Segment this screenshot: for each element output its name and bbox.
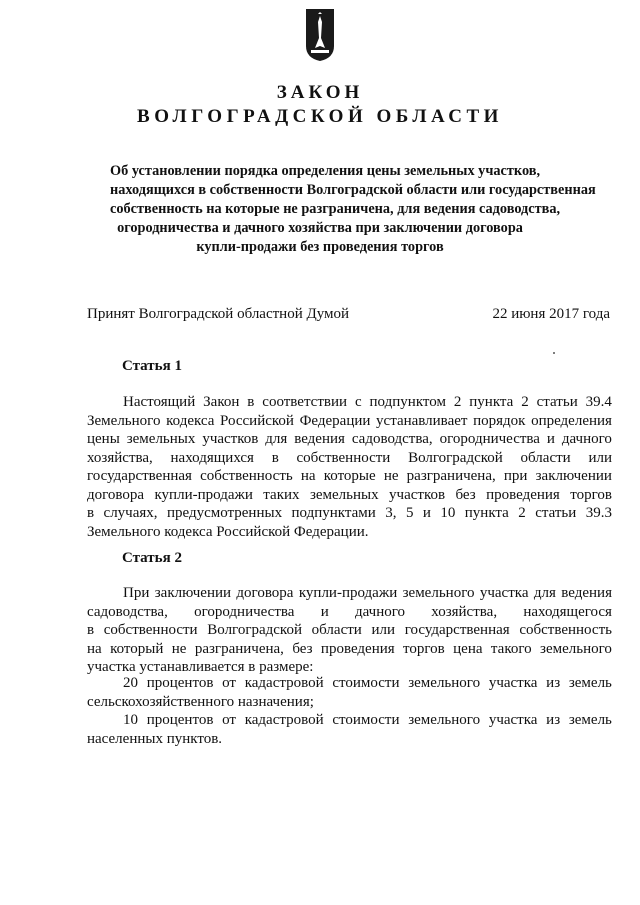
subject-line: Об установлении порядка определения цены земельных участков,	[110, 163, 541, 179]
text-line: населенных пунктов.	[87, 730, 223, 747]
subject-line: собственность на которые не разграничена, для ведения садоводства,	[110, 201, 561, 217]
article-1-heading: Статья 1	[122, 358, 182, 374]
text-line: цены земельных участков для ведения садоводства, огородничества и дачного	[87, 431, 612, 447]
text-line: участка устанавливается в размере:	[87, 659, 314, 675]
subject-line: огородничества и дачного хозяйства при заключении договора	[117, 220, 523, 236]
article-1-text	[87, 393, 612, 541]
adoption-date: 22 июня 2017 года	[492, 306, 610, 322]
subject-line: находящихся в собственности Волгоградской области или государственная	[110, 182, 596, 198]
article-2-item-2	[87, 711, 612, 748]
text-line: садоводства, огородничества и дачного хозяйства, находящегося	[87, 603, 612, 620]
adopted-by: Принят Волгоградской областной Думой	[87, 306, 350, 322]
coat-of-arms-icon	[305, 8, 335, 62]
text-line: 20 процентов от кадастровой стоимости земельного участка из земель	[123, 675, 612, 691]
subject-line: купли-продажи без проведения торгов	[196, 239, 444, 255]
text-line: Настоящий Закон в соответствии с подпунктом 2 пункта 2 статьи 39.4	[123, 394, 612, 410]
text-line: 10 процентов от кадастровой стоимости земельного участка из земель	[123, 712, 612, 728]
law-title: ЗАКОН	[276, 82, 364, 103]
text-line: Земельного кодекса Российской Федерации.	[87, 523, 369, 540]
text-line: хозяйства, находящихся в собственности Волгоградской области или	[87, 449, 612, 466]
text-line: в собственности Волгоградской области или государственная собственность	[87, 622, 612, 638]
scan-speck	[553, 352, 555, 354]
article-2-intro	[87, 584, 612, 677]
text-line: Земельного кодекса Российской Федерации устанавливает порядок определения	[87, 412, 612, 429]
text-line: на который не разграничена, без проведения торгов цена такого земельного	[87, 640, 612, 657]
text-line: государственная собственность на которые не разграничена, при заключении	[87, 468, 612, 484]
text-line: в случаях, предусмотренных подпунктами 3, 5 и 10 пункта 2 статьи 39.3	[87, 505, 612, 521]
text-line: При заключении договора купли-продажи земельного участка для ведения	[123, 585, 612, 601]
article-2-item-1	[87, 674, 612, 711]
law-subject	[110, 162, 596, 257]
article-2-heading: Статья 2	[122, 550, 182, 566]
text-line: сельскохозяйственного назначения;	[87, 693, 314, 710]
region-title: ВОЛГОГРАДСКОЙ ОБЛАСТИ	[137, 106, 503, 127]
text-line: договора купли-продажи таких земельных участков без проведения торгов	[87, 486, 612, 503]
